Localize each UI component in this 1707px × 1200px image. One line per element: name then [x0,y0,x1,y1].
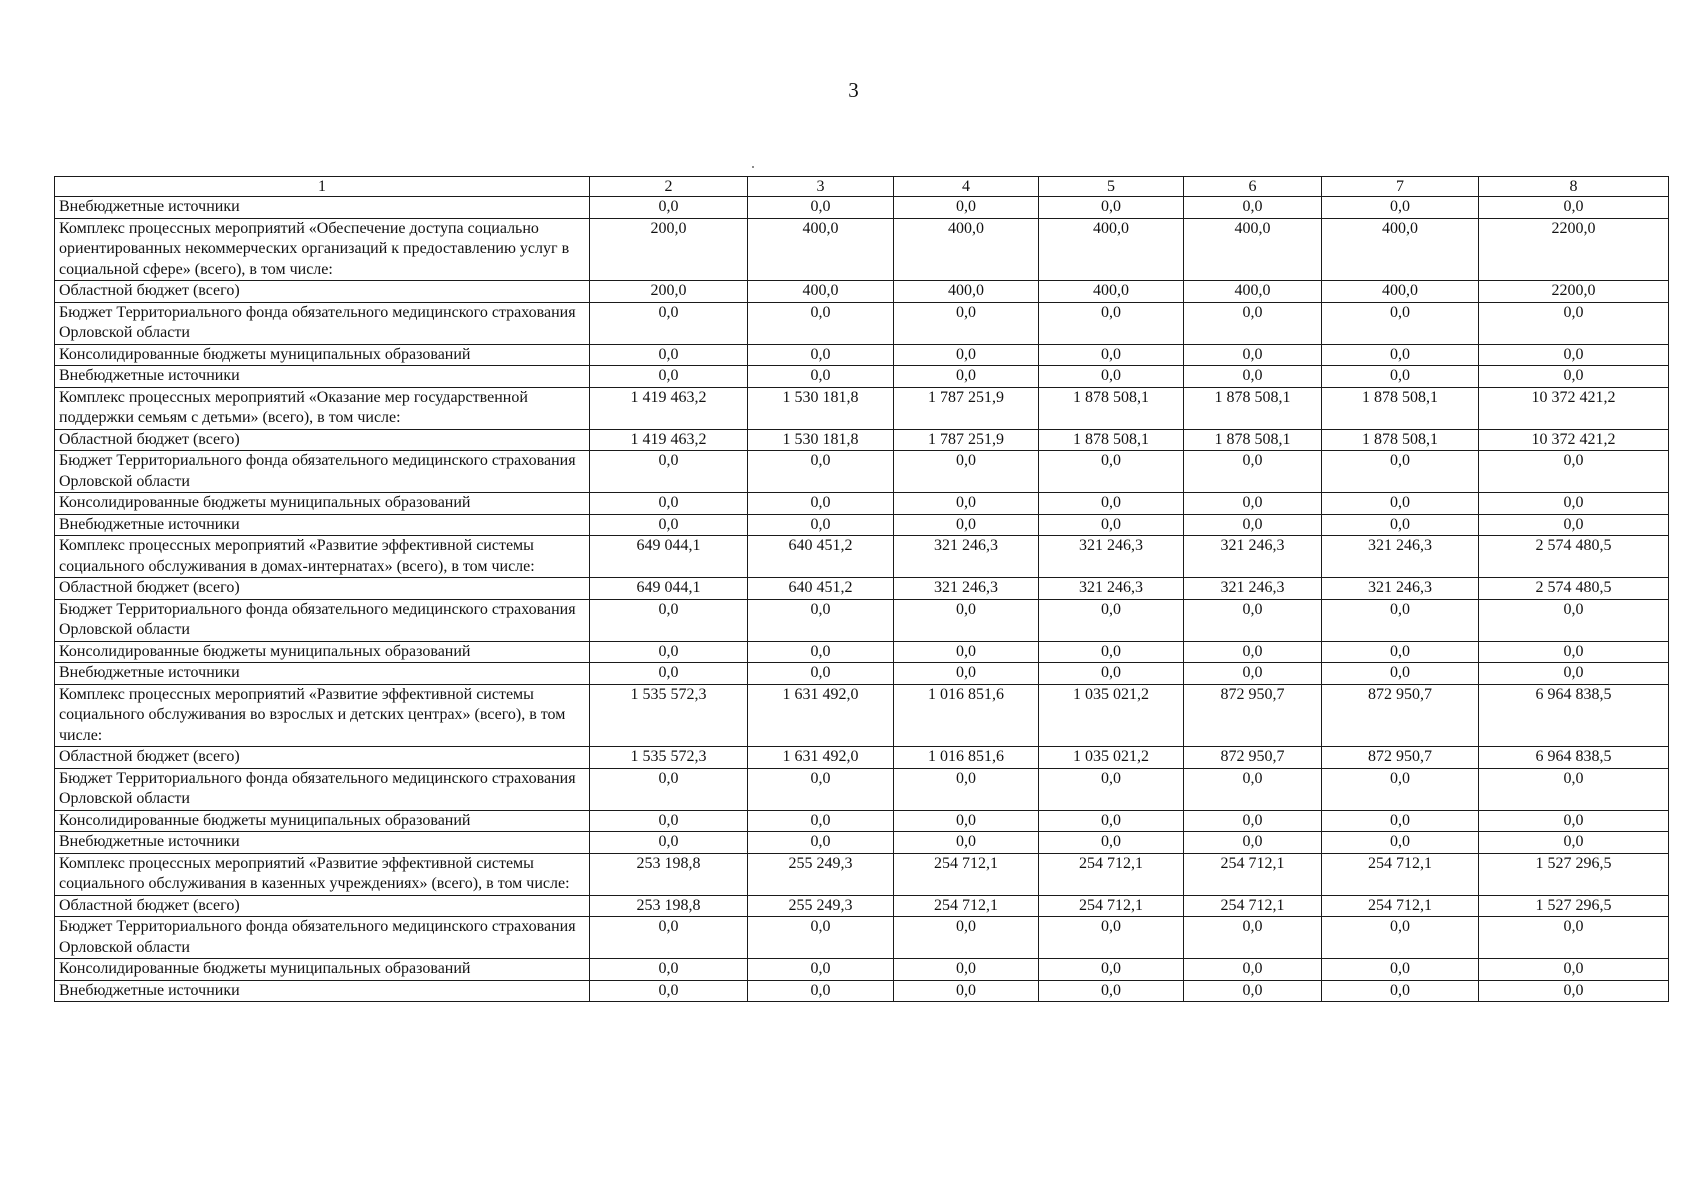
value-cell: 254 712,1 [1039,853,1184,895]
value-cell: 321 246,3 [1322,536,1479,578]
value-cell: 0,0 [748,493,894,515]
value-cell: 0,0 [1322,810,1479,832]
table-row [55,218,1669,281]
value-cell: 0,0 [1479,832,1669,854]
value-cell: 1 535 572,3 [590,684,748,747]
row-label: Внебюджетные источники [55,197,590,219]
value-cell: 253 198,8 [590,895,748,917]
budget-table [54,176,1669,1002]
value-cell: 254 712,1 [894,853,1039,895]
table-row [55,514,1669,536]
table-row [55,959,1669,981]
value-cell: 1 527 296,5 [1479,895,1669,917]
row-label: Консолидированные бюджеты муниципальных образований [55,810,590,832]
row-label: Областной бюджет (всего) [55,429,590,451]
value-cell: 0,0 [1184,663,1322,685]
value-cell: 0,0 [894,641,1039,663]
value-cell: 0,0 [1184,980,1322,1002]
row-label: Бюджет Территориального фонда обязательного медицинского страхования Орловской области [55,768,590,810]
value-cell: 0,0 [1039,959,1184,981]
value-cell: 0,0 [590,768,748,810]
value-cell: 0,0 [1184,959,1322,981]
value-cell: 400,0 [1322,218,1479,281]
value-cell: 0,0 [1039,514,1184,536]
value-cell: 321 246,3 [894,578,1039,600]
value-cell: 0,0 [1322,959,1479,981]
table-body [55,197,1669,1002]
table-row [55,980,1669,1002]
value-cell: 0,0 [894,810,1039,832]
value-cell: 872 950,7 [1322,747,1479,769]
value-cell: 0,0 [1039,451,1184,493]
table-row [55,493,1669,515]
value-cell: 254 712,1 [1184,853,1322,895]
value-cell: 321 246,3 [894,536,1039,578]
column-header: 3 [748,177,894,197]
value-cell: 0,0 [1322,832,1479,854]
value-cell: 0,0 [590,302,748,344]
value-cell: 0,0 [590,599,748,641]
value-cell: 0,0 [748,641,894,663]
value-cell: 0,0 [1039,197,1184,219]
row-label: Бюджет Территориального фонда обязательного медицинского страхования Орловской области [55,451,590,493]
value-cell: 0,0 [894,344,1039,366]
value-cell: 6 964 838,5 [1479,747,1669,769]
value-cell: 0,0 [590,810,748,832]
row-label: Внебюджетные источники [55,366,590,388]
value-cell: 10 372 421,2 [1479,387,1669,429]
value-cell: 1 878 508,1 [1322,387,1479,429]
value-cell: 0,0 [590,641,748,663]
value-cell: 0,0 [1184,641,1322,663]
table-row [55,747,1669,769]
value-cell: 2 574 480,5 [1479,578,1669,600]
value-cell: 0,0 [894,599,1039,641]
row-label: Бюджет Территориального фонда обязательного медицинского страхования Орловской области [55,917,590,959]
value-cell: 400,0 [1184,218,1322,281]
value-cell: 1 878 508,1 [1039,387,1184,429]
table-row [55,536,1669,578]
page-number: 3 [848,78,859,102]
value-cell: 0,0 [1184,197,1322,219]
value-cell: 1 016 851,6 [894,747,1039,769]
value-cell: 400,0 [748,281,894,303]
value-cell: 400,0 [1039,218,1184,281]
value-cell: 1 016 851,6 [894,684,1039,747]
value-cell: 0,0 [894,493,1039,515]
value-cell: 2200,0 [1479,218,1669,281]
value-cell: 0,0 [748,514,894,536]
value-cell: 0,0 [1322,366,1479,388]
value-cell: 0,0 [1479,302,1669,344]
value-cell: 200,0 [590,218,748,281]
value-cell: 1 527 296,5 [1479,853,1669,895]
value-cell: 0,0 [1322,768,1479,810]
row-label: Консолидированные бюджеты муниципальных образований [55,344,590,366]
value-cell: 6 964 838,5 [1479,684,1669,747]
value-cell: 254 712,1 [894,895,1039,917]
column-header: 8 [1479,177,1669,197]
value-cell: 0,0 [1184,810,1322,832]
value-cell: 0,0 [748,302,894,344]
value-cell: 0,0 [748,663,894,685]
value-cell: 0,0 [590,514,748,536]
table-row [55,429,1669,451]
value-cell: 1 631 492,0 [748,747,894,769]
row-label: Областной бюджет (всего) [55,747,590,769]
value-cell: 0,0 [590,493,748,515]
value-cell: 1 878 508,1 [1184,429,1322,451]
value-cell: 0,0 [590,451,748,493]
value-cell: 0,0 [894,302,1039,344]
row-label: Консолидированные бюджеты муниципальных образований [55,959,590,981]
value-cell: 255 249,3 [748,853,894,895]
value-cell: 0,0 [894,514,1039,536]
value-cell: 0,0 [748,197,894,219]
value-cell: 1 631 492,0 [748,684,894,747]
table-header-row [55,177,1669,197]
value-cell: 0,0 [1184,344,1322,366]
table-row [55,302,1669,344]
table-row [55,832,1669,854]
value-cell: 0,0 [1039,663,1184,685]
value-cell: 0,0 [1322,599,1479,641]
value-cell: 649 044,1 [590,536,748,578]
column-header: 6 [1184,177,1322,197]
row-label: Консолидированные бюджеты муниципальных образований [55,493,590,515]
value-cell: 0,0 [1479,344,1669,366]
table-row [55,578,1669,600]
value-cell: 0,0 [1479,493,1669,515]
value-cell: 254 712,1 [1322,853,1479,895]
value-cell: 0,0 [1479,980,1669,1002]
value-cell: 0,0 [1479,514,1669,536]
value-cell: 1 535 572,3 [590,747,748,769]
value-cell: 0,0 [1322,917,1479,959]
value-cell: 0,0 [1479,959,1669,981]
table-row [55,281,1669,303]
value-cell: 0,0 [1322,980,1479,1002]
value-cell: 0,0 [590,197,748,219]
value-cell: 0,0 [1184,302,1322,344]
value-cell: 253 198,8 [590,853,748,895]
value-cell: 200,0 [590,281,748,303]
value-cell: 0,0 [748,959,894,981]
value-cell: 0,0 [1322,663,1479,685]
column-header: 2 [590,177,748,197]
value-cell: 0,0 [590,917,748,959]
value-cell: 0,0 [590,344,748,366]
value-cell: 0,0 [1479,599,1669,641]
value-cell: 0,0 [1039,832,1184,854]
value-cell: 0,0 [1322,641,1479,663]
row-label: Бюджет Территориального фонда обязательного медицинского страхования Орловской области [55,302,590,344]
column-header: 4 [894,177,1039,197]
table-row [55,387,1669,429]
value-cell: 0,0 [1479,663,1669,685]
value-cell: 321 246,3 [1039,536,1184,578]
value-cell: 400,0 [1184,281,1322,303]
value-cell: 0,0 [590,366,748,388]
value-cell: 1 419 463,2 [590,387,748,429]
row-label: Внебюджетные источники [55,832,590,854]
value-cell: 0,0 [748,344,894,366]
value-cell: 0,0 [894,663,1039,685]
table-row [55,641,1669,663]
value-cell: 321 246,3 [1184,536,1322,578]
column-header: 1 [55,177,590,197]
value-cell: 0,0 [1322,302,1479,344]
value-cell: 0,0 [894,980,1039,1002]
table-row [55,917,1669,959]
value-cell: 255 249,3 [748,895,894,917]
value-cell: 0,0 [1479,641,1669,663]
scan-speck [752,166,754,168]
value-cell: 1 035 021,2 [1039,684,1184,747]
value-cell: 0,0 [1039,493,1184,515]
value-cell: 0,0 [1322,493,1479,515]
value-cell: 254 712,1 [1322,895,1479,917]
row-label: Комплекс процессных мероприятий «Обеспечение доступа социально ориентированных некоммерческих организаций к предоставлению услуг в социальной сфере» (всего), в том числе: [55,218,590,281]
table-row [55,344,1669,366]
table-row [55,684,1669,747]
value-cell: 400,0 [748,218,894,281]
value-cell: 0,0 [1184,768,1322,810]
row-label: Комплекс процессных мероприятий «Оказание мер государственной поддержки семьям с детьми» (всего), в том числе: [55,387,590,429]
value-cell: 0,0 [1039,980,1184,1002]
value-cell: 0,0 [894,832,1039,854]
value-cell: 0,0 [748,599,894,641]
value-cell: 0,0 [894,366,1039,388]
value-cell: 254 712,1 [1184,895,1322,917]
row-label: Областной бюджет (всего) [55,281,590,303]
table-row [55,768,1669,810]
value-cell: 400,0 [1322,281,1479,303]
value-cell: 0,0 [1039,344,1184,366]
value-cell: 400,0 [894,281,1039,303]
value-cell: 0,0 [1184,493,1322,515]
value-cell: 0,0 [1479,366,1669,388]
value-cell: 0,0 [1039,810,1184,832]
value-cell: 0,0 [1479,197,1669,219]
column-header: 5 [1039,177,1184,197]
value-cell: 321 246,3 [1184,578,1322,600]
value-cell: 321 246,3 [1322,578,1479,600]
value-cell: 1 878 508,1 [1039,429,1184,451]
value-cell: 0,0 [1184,832,1322,854]
value-cell: 0,0 [748,917,894,959]
value-cell: 640 451,2 [748,578,894,600]
value-cell: 321 246,3 [1039,578,1184,600]
value-cell: 0,0 [1479,768,1669,810]
value-cell: 1 419 463,2 [590,429,748,451]
value-cell: 0,0 [1184,366,1322,388]
value-cell: 254 712,1 [1039,895,1184,917]
value-cell: 0,0 [748,810,894,832]
value-cell: 0,0 [894,451,1039,493]
row-label: Консолидированные бюджеты муниципальных образований [55,641,590,663]
value-cell: 0,0 [590,663,748,685]
table-row [55,451,1669,493]
table-row [55,197,1669,219]
table-row [55,663,1669,685]
value-cell: 1 035 021,2 [1039,747,1184,769]
value-cell: 0,0 [1039,599,1184,641]
value-cell: 0,0 [748,768,894,810]
value-cell: 0,0 [1039,768,1184,810]
value-cell: 0,0 [1322,514,1479,536]
table-row [55,366,1669,388]
value-cell: 0,0 [1479,917,1669,959]
value-cell: 10 372 421,2 [1479,429,1669,451]
value-cell: 1 878 508,1 [1184,387,1322,429]
value-cell: 0,0 [1322,344,1479,366]
value-cell: 2200,0 [1479,281,1669,303]
table-row [55,895,1669,917]
table-row [55,599,1669,641]
value-cell: 0,0 [894,959,1039,981]
value-cell: 872 950,7 [1322,684,1479,747]
value-cell: 0,0 [1184,514,1322,536]
row-label: Комплекс процессных мероприятий «Развитие эффективной системы социального обслуживания в казенных учреждениях» (всего), в том числе: [55,853,590,895]
value-cell: 0,0 [1184,917,1322,959]
row-label: Комплекс процессных мероприятий «Развитие эффективной системы социального обслуживания во взрослых и детских центрах» (всего), в том числе: [55,684,590,747]
row-label: Бюджет Территориального фонда обязательного медицинского страхования Орловской области [55,599,590,641]
value-cell: 2 574 480,5 [1479,536,1669,578]
value-cell: 0,0 [1479,810,1669,832]
value-cell: 0,0 [748,451,894,493]
value-cell: 0,0 [590,980,748,1002]
value-cell: 0,0 [748,832,894,854]
row-label: Внебюджетные источники [55,980,590,1002]
value-cell: 1 787 251,9 [894,387,1039,429]
value-cell: 649 044,1 [590,578,748,600]
value-cell: 400,0 [1039,281,1184,303]
value-cell: 1 787 251,9 [894,429,1039,451]
value-cell: 640 451,2 [748,536,894,578]
value-cell: 0,0 [748,366,894,388]
row-label: Комплекс процессных мероприятий «Развитие эффективной системы социального обслуживания в домах-интернатах» (всего), в том числе: [55,536,590,578]
table-row [55,810,1669,832]
value-cell: 0,0 [1322,451,1479,493]
table-row [55,853,1669,895]
value-cell: 0,0 [894,197,1039,219]
value-cell: 0,0 [1039,366,1184,388]
value-cell: 0,0 [1039,917,1184,959]
value-cell: 0,0 [1039,641,1184,663]
value-cell: 0,0 [590,959,748,981]
value-cell: 872 950,7 [1184,747,1322,769]
value-cell: 0,0 [1322,197,1479,219]
value-cell: 0,0 [590,832,748,854]
value-cell: 1 878 508,1 [1322,429,1479,451]
row-label: Внебюджетные источники [55,663,590,685]
value-cell: 0,0 [748,980,894,1002]
value-cell: 0,0 [1184,599,1322,641]
value-cell: 0,0 [1479,451,1669,493]
value-cell: 400,0 [894,218,1039,281]
value-cell: 0,0 [1184,451,1322,493]
value-cell: 872 950,7 [1184,684,1322,747]
row-label: Областной бюджет (всего) [55,895,590,917]
row-label: Внебюджетные источники [55,514,590,536]
column-header: 7 [1322,177,1479,197]
value-cell: 0,0 [894,768,1039,810]
value-cell: 1 530 181,8 [748,387,894,429]
value-cell: 0,0 [894,917,1039,959]
value-cell: 0,0 [1039,302,1184,344]
value-cell: 1 530 181,8 [748,429,894,451]
row-label: Областной бюджет (всего) [55,578,590,600]
